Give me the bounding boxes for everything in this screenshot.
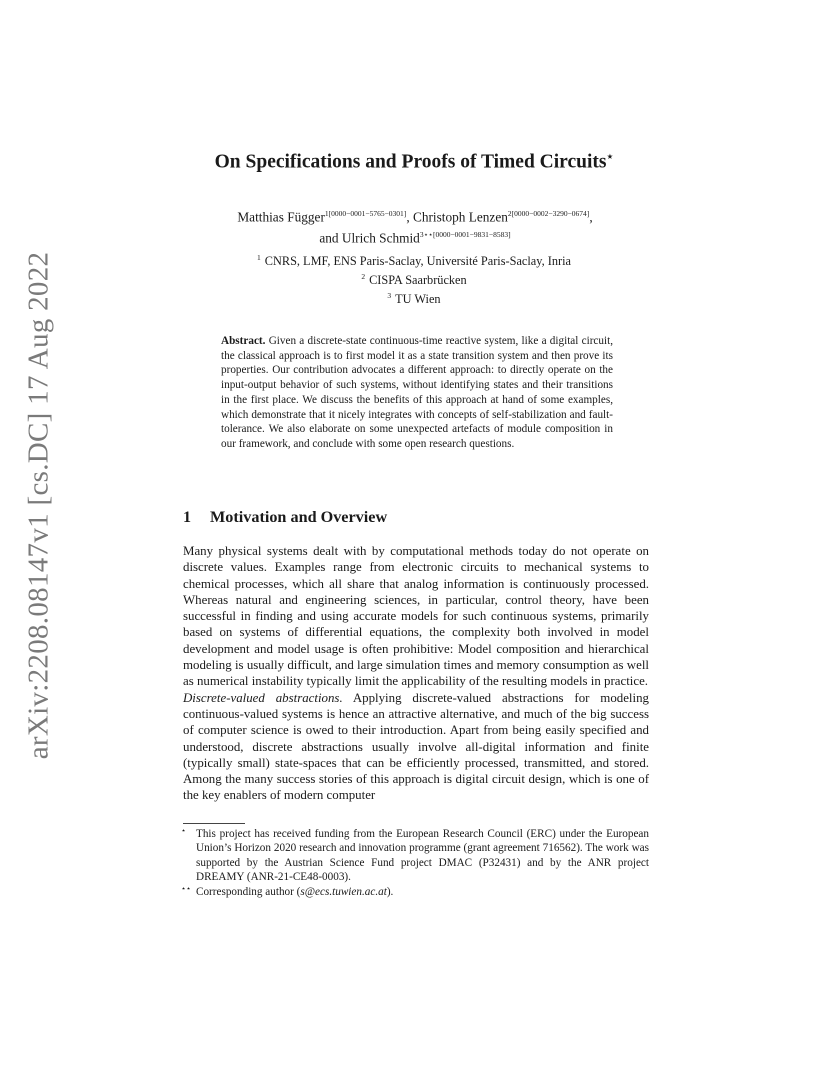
author-separator: , (589, 209, 593, 225)
author-name: and Ulrich Schmid (319, 230, 420, 246)
abstract-text: Given a discrete-state continuous-time reactive system, like a digital circuit, the classical approach is to first model it as a state transition system and then prove its properties. Our contribution advocates a different approach: to directly operate on the input-output behavior of such systems, without identifying states and their transitions in the first place. We discuss the benefits of this approach at hand of some examples, which demonstrate that it nicely integrates with concepts of self-stabilization and fault-tolerance. We also elaborate on some unexpected artefacts of module composition in our framework, and conclude with some open research questions. (221, 335, 614, 450)
footnote-divider (183, 823, 245, 824)
section-heading (183, 508, 387, 527)
body-text (183, 543, 649, 804)
author-name: Christoph Lenzen (412, 209, 508, 225)
affiliation-number: 2 (361, 272, 366, 282)
paragraph: Many physical systems dealt with by computational methods today do not operate on discrete values. Examples range from electronic circuits to mechanical systems to chemical processes, which all share that analog information is continuously processed. Whereas natural and engineering sciences, in particular, control theory, have been successful in finding and using accurate models for such continuous systems, primarily based on systems of differential equations, the complexity both involved in model development and model usage is often prohibitive: Model composition and hierarchical modeling is usually difficult, and large simulation times and memory consumption as well as numerical instability typically limit the applicability of the resulting models in practice. (183, 544, 649, 689)
abstract-label: Abstract. (221, 335, 266, 347)
footnotes (183, 827, 649, 899)
footnote-text: This project has received funding from the European Research Council (ERC) under the European Union’s Horizon 2020 research and innovation programme (grant agreement 716562). The work was supported by the Austrian Science Fund project DMAC (P32431) and by the ANR project DREAMY (ANR-21-CE48-0003). (196, 828, 649, 884)
paragraph-lead: Discrete-valued abstractions. (183, 690, 343, 705)
paragraph-text: Applying discrete-valued abstractions for modeling continuous-valued systems is hence an attractive alternative, and much of the big success of computer science is owed to their introduction. Apart from being easily specified and understood, discrete abstractions usually involve all-digital information and finite (typically small) state-spaces that can be efficiently processed, transmitted, and stored. Among the many success stories of this approach is digital circuit design, which is one of the key enablers of modern computer (183, 690, 649, 803)
footnote-text: ). (386, 885, 394, 898)
author-orcid: 1[0000−0001−5765−0301] (324, 209, 407, 218)
footnote-mark: ⋆ (181, 826, 187, 835)
section-title: Motivation and Overview (210, 508, 388, 526)
paper-title (150, 150, 678, 174)
affiliation-item (150, 288, 678, 307)
footnote (183, 885, 649, 899)
title-footnote-mark: ⋆ (606, 151, 614, 163)
affiliation-item (150, 250, 678, 269)
paragraph (183, 690, 649, 804)
arxiv-sidebar-stamp (17, 251, 61, 759)
affiliation-number: 3 (387, 291, 392, 301)
abstract (221, 334, 613, 452)
affiliation-list (150, 250, 678, 307)
author-name: Matthias Függer (237, 209, 325, 225)
affiliation-item (150, 269, 678, 288)
author-list (150, 205, 680, 248)
affiliation-text: TU Wien (395, 292, 441, 307)
author-separator: , (406, 209, 413, 225)
affiliation-text: CNRS, LMF, ENS Paris-Saclay, Université Paris-Saclay, Inria (264, 254, 571, 269)
affiliation-number: 1 (257, 253, 261, 262)
footnote-text: Corresponding author ( (196, 885, 301, 898)
author-orcid: 3⋆⋆[0000−0001−9831−8583] (419, 230, 511, 240)
footnote (183, 827, 649, 885)
section-number: 1 (183, 508, 192, 526)
title-text: On Specifications and Proofs of Timed Circuits (214, 151, 607, 173)
affiliation-text: CISPA Saarbrücken (369, 273, 467, 288)
author-orcid: 2[0000−0002−3290−0674] (507, 209, 590, 218)
footnote-mark: ⋆⋆ (181, 883, 192, 893)
author-email: s@ecs.tuwien.ac.at (300, 885, 387, 898)
arxiv-identifier: arXiv:2208.08147v1 [cs.DC] 17 Aug 2022 (22, 251, 55, 759)
